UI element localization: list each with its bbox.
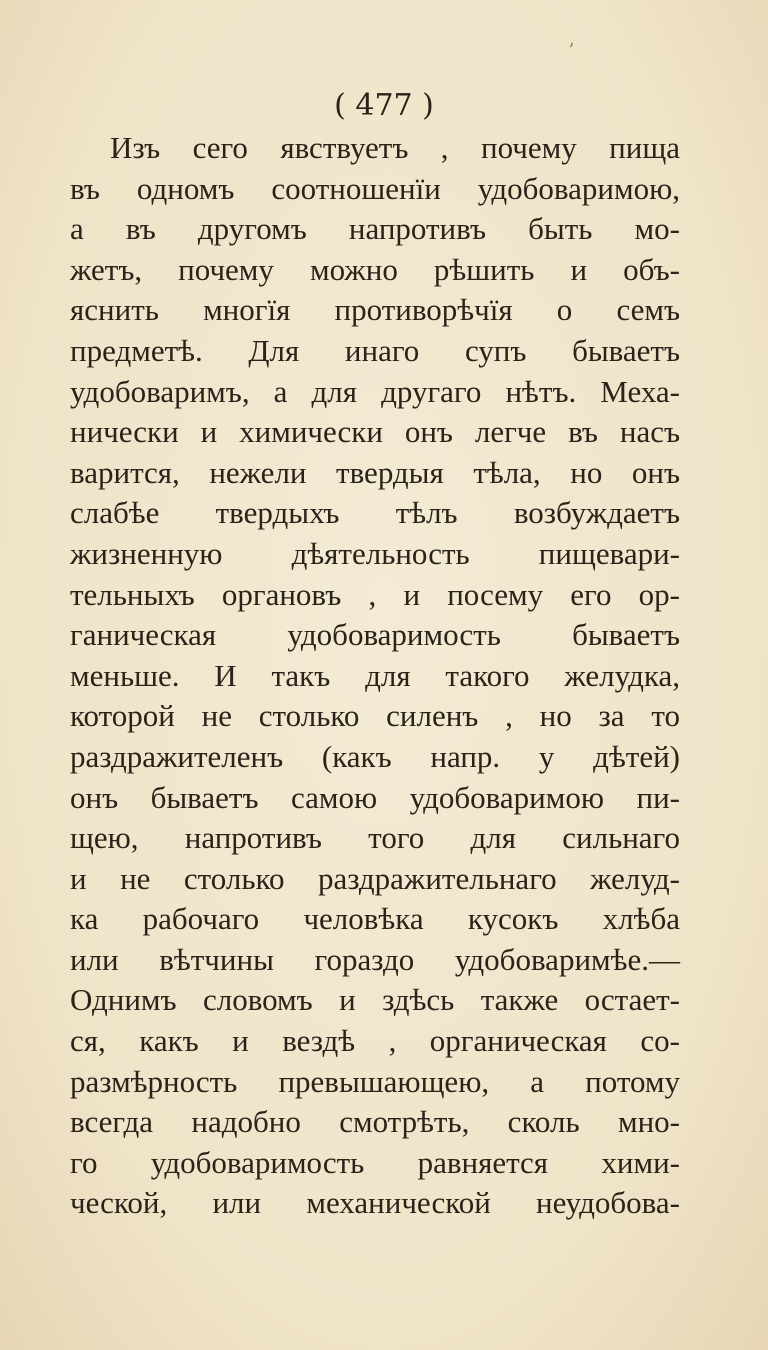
text-line: жизненную дѣятельность пищевари- [70,535,680,571]
text-line: ка рабочаго человѣка кусокъ хлѣба [70,901,680,937]
page-number: ( 477 ) [334,88,434,123]
text-line: меньше. И такъ для такого желудка, [70,657,680,693]
text-line: ческой, или механической неудобова- [70,1185,680,1221]
text-line: предметѣ. Для инаго супъ бываетъ [70,332,680,368]
text-line: въ одномъ соотношенїи удобоваримою, [70,170,680,206]
text-line: удобоваримъ, а для другаго нѣтъ. Меха- [70,373,680,409]
paper-mark: ʼ [568,40,574,61]
text-line: нически и химически онъ легче въ насъ [70,414,680,450]
text-line: раздражителенъ (какъ напр. у дѣтей) [70,738,680,774]
text-line: тельныхъ органовъ , и посему его ор- [70,576,680,612]
text-line: которой не столько силенъ , но за то [70,698,680,734]
text-line: го удобоваримость равняется хими- [70,1144,680,1180]
text-line: всегда надобно смотрѣть, сколь мно- [70,1104,680,1140]
text-line: жетъ, почему можно рѣшить и объ- [70,251,680,287]
text-line: яснить многїя противорѣчїя о семъ [70,292,680,328]
text-line: онъ бываетъ самою удобоваримою пи- [70,779,680,815]
text-line: размѣрность превышающею, а потому [70,1063,680,1099]
text-line: и не столько раздражительнаго желуд- [70,860,680,896]
text-line: варится, нежели твердыя тѣла, но онъ [70,454,680,490]
text-line: или вѣтчины гораздо удобоваримѣе.— [70,941,680,977]
text-line: а въ другомъ напротивъ быть мо- [70,211,680,247]
text-line: Однимъ словомъ и здѣсь также остает- [70,982,680,1018]
text-line: ганическая удобоваримость бываетъ [70,617,680,653]
text-line: щею, напротивъ того для сильнаго [70,820,680,856]
text-line: Изъ сего явствуетъ , почему пища [110,130,680,165]
text-line: слабѣе твердыхъ тѣлъ возбуждаетъ [70,495,680,531]
body-text [70,128,680,1224]
text-line: ся, какъ и вездѣ , органическая со- [70,1023,680,1059]
